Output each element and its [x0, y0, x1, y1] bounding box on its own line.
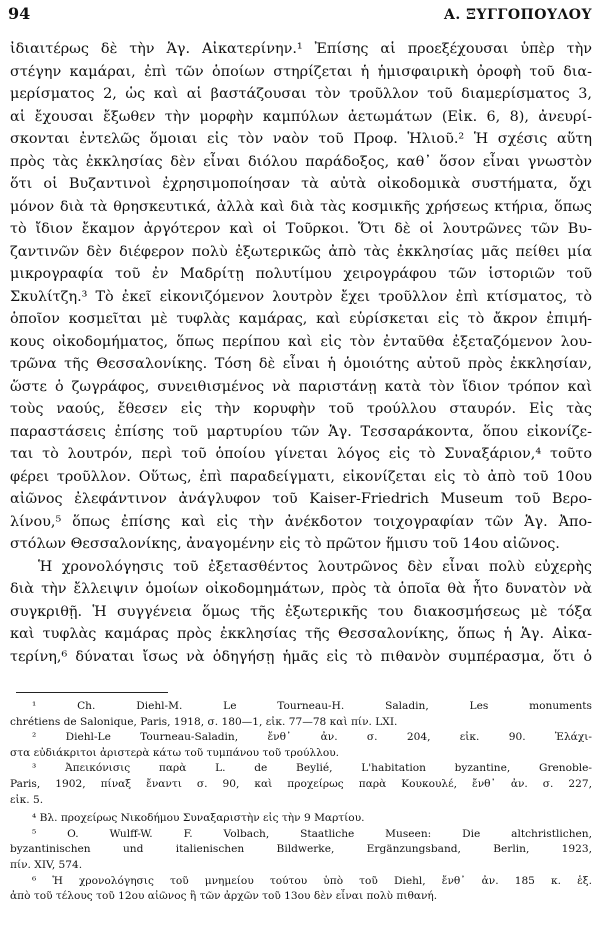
running-head: Α. ΞΥΓΓΟΠΟΥΛΟΥ	[444, 7, 592, 23]
text-line: κους οἰκοδομήματος, ὅπως περίπου καὶ εἰς τὸν ἐνταῦθα ἐξεταζόμενον λου-	[10, 333, 592, 350]
footnote-line: Paris, 1902, πίναξ ἔναντι σ. 90, καὶ προχείρως παρὰ Κουκουλέ, ἔνθ᾽ ἀν. σ. 227,	[10, 777, 592, 790]
page-number: 94	[8, 4, 31, 23]
text-line: φέρει τροῦλλον. Οὕτως, ἐπὶ παραδείγματι, εἰκονίζεται εἰς τὸ ἀπὸ τοῦ 10ου	[10, 468, 592, 485]
text-line: μικρογραφία τοῦ ἐν Μαδρίτῃ πολυτίμου χειρογράφου τῶν ἱστοριῶν τοῦ	[10, 266, 592, 282]
footnote-line: byzantinischen und italienischen Bildwerke, Ergänzungsband, Berlin, 1923,	[10, 843, 592, 856]
footnote-line: στα εὐδιάκριτοι ἀριστερὰ κάτω τοῦ τυμπάνου τοῦ τρούλλου.	[10, 746, 340, 759]
text-line: πρὸς τὰς ἐκκλησίας δὲν εἶναι διόλου παράδοξος, καθ᾽ ὅσον εἶναι γνωστὸν	[10, 153, 592, 170]
footnote-line: ³ Ἀπεικόνισις παρὰ L. de Beylié, L'habitation byzantine, Grenoble-	[32, 762, 592, 775]
footnote-line: ⁴ Βλ. προχείρως Νικοδήμου Συναξαριστὴν εἰς τὴν 9 Μαρτίου.	[32, 812, 365, 825]
text-line: μόνον διὰ τὰ θρησκευτικά, ἀλλὰ καὶ διὰ τὰς κοσμικῆς χρήσεως κτήρια, ὅπως	[10, 198, 592, 215]
text-line: ἰδιαιτέρως δὲ τὴν Ἁγ. Αἰκατερίνην.¹ Ἐπίσης αἱ προεξέχουσαι ὑπὲρ τὴν	[10, 41, 592, 57]
footnotes	[10, 699, 592, 905]
footnote-line: εἰκ. 5.	[10, 793, 44, 806]
text-line: ὥστε ὁ ζωγράφος, συνειθισμένος νὰ παριστάνῃ κατὰ τὸν ἴδιον τρόπον καὶ	[10, 378, 592, 395]
text-line: τερίνη,⁶ δύναται ἴσως νὰ ὁδηγήσῃ ἡμᾶς εἰς τὸ πιθανὸν συμπέρασμα, ὅτι ὁ	[10, 648, 592, 665]
body-text	[10, 38, 592, 668]
text-line: συγκριθῇ. Ἡ συγγένεια ὅμως τῆς ἐξωτερικῆς του διακοσμήσεως μὲ τόξα	[10, 603, 592, 620]
text-line: τοὺς ναούς, ἔθεσεν εἰς τὴν κορυφὴν τοῦ τρούλλου σταυρόν. Εἰς τὰς	[10, 401, 592, 417]
footnote-line: ¹ Ch. Diehl-M. Le Tourneau-H. Saladin, Les monuments	[32, 700, 592, 712]
text-line: στόλων Θεσσαλονίκης, ἀναγομένην εἰς τὸ πρῶτον ἥμισυ τοῦ 14ου αἰῶνος.	[10, 536, 560, 552]
footnote-line: ἀπὸ τοῦ τέλους τοῦ 12ου αἰῶνος ἢ τῶν ἀρχῶν τοῦ 13ου δὲν εἶναι πολὺ πιθανή.	[10, 890, 438, 903]
text-line: καὶ τυφλὰς καμάρας πρὸς ἐκκλησίας τῆς Θεσσαλονίκης, ὅπως ἡ Ἁγ. Αἰκα-	[10, 626, 592, 642]
page-header	[8, 4, 592, 26]
footnote-line: ⁶ Ἡ χρονολόγησις τοῦ μνημείου τούτου ὑπὸ τοῦ Diehl, ἔνθ᾽ ἀν. 185 κ. ἑξ.	[32, 874, 592, 887]
text-line: ὅτι οἱ Βυζαντινοὶ ἐχρησιμοποίησαν τὰ αὐτὰ οἰκοδομικὰ συστήματα, ὄχι	[10, 176, 592, 192]
text-line: παραστάσεις ἐπίσης τοῦ μαρτυρίου τῶν Ἁγ. Τεσσαράκοντα, ὅπου εἰκονίζε-	[10, 423, 592, 440]
text-line: τὸ ἴδιον ἔκαμον ἀργότερον καὶ οἱ Τοῦρκοι. Ὅτι δὲ οἱ λουτρῶνες τῶν Βυ-	[10, 221, 592, 237]
text-line: στέγην καμάραι, ἐπὶ τῶν ὁποίων στηρίζεται ἡ ἡμισφαιρικὴ ὀροφὴ τοῦ δια-	[10, 63, 592, 80]
text-line: αἰῶνος ἐλεφάντινον ἀνάγλυφον τοῦ Kaiser-Friedrich Museum τοῦ Βερο-	[10, 491, 592, 507]
text-line: ὁποῖον κοσμεῖται μὲ τυφλὰς καμάρας, καὶ εὑρίσκεται εἰς τὸ ἄκρον ἐπιμή-	[10, 311, 592, 327]
text-line: τρῶνα τῆς Θεσσαλονίκης. Τόση δὲ εἶναι ἡ ὁμοιότης αὐτοῦ πρὸς ἐκκλησίαν,	[10, 356, 592, 372]
text-line: μερίσματος 2, ὡς καὶ αἱ βαστάζουσαι τὸν τροῦλλον τοῦ διαμερίσματος 3,	[10, 86, 592, 102]
footnote-separator	[16, 692, 168, 693]
text-line: ται τὸ λουτρόν, περὶ τοῦ ὁποίου γίνεται λόγος εἰς τὸ Συναξάριον,⁴ τοῦτο	[10, 446, 592, 462]
text-line: σκονται ἐντελῶς ὅμοιαι εἰς τὸν ναὸν τοῦ Προφ. Ἡλιοῦ.² Ἡ σχέσις αὕτη	[10, 131, 592, 147]
text-line: Ἡ χρονολόγησις τοῦ ἐξετασθέντος λουτρῶνος δὲν εἶναι πολὺ εὐχερὴς	[38, 558, 592, 575]
text-line: ζαντινῶν δὲν διέφερον πολὺ ἐξωτερικῶς ἀπὸ τὰς ἐκκλησίας μᾶς πείθει μία	[10, 243, 592, 260]
footnote-line: πίν. XIV, 574.	[10, 858, 83, 871]
footnote-line: ⁵ O. Wulff-W. F. Volbach, Staatliche Museen: Die altchristlichen,	[32, 827, 592, 840]
text-line: διὰ τὴν ἔλλειψιν ὁμοίων οἰκοδομημάτων, πρὸς τὰ ὁποῖα θὰ ἦτο δυνατὸν νὰ	[10, 581, 592, 597]
text-line: Σκυλίτζη.³ Τὸ ἐκεῖ εἰκονιζόμενον λουτρὸν ἔχει τροῦλλον ἐπὶ κτίσματος, τὸ	[10, 288, 592, 305]
text-line: αἱ ἔχουσαι ἔξωθεν τὴν μορφὴν καμπύλων ἀετωμάτων (Εἰκ. 6, 8), ἀνευρί-	[10, 108, 592, 125]
footnote-line: chrétiens de Salonique, Paris, 1918, σ. 180—1, εἰκ. 77—78 καὶ πίν. LXI.	[10, 715, 398, 728]
text-line: λίνου,⁵ ὅπως ἐπίσης καὶ εἰς τὴν ἀνέκδοτον τοιχογραφίαν τῶν Ἁγ. Ἀπο-	[10, 513, 592, 530]
footnote-line: ² Diehl-Le Tourneau-Saladin, ἔνθ᾽ ἀν. σ. 204, εἰκ. 90. Ἐλάχι-	[32, 731, 592, 744]
